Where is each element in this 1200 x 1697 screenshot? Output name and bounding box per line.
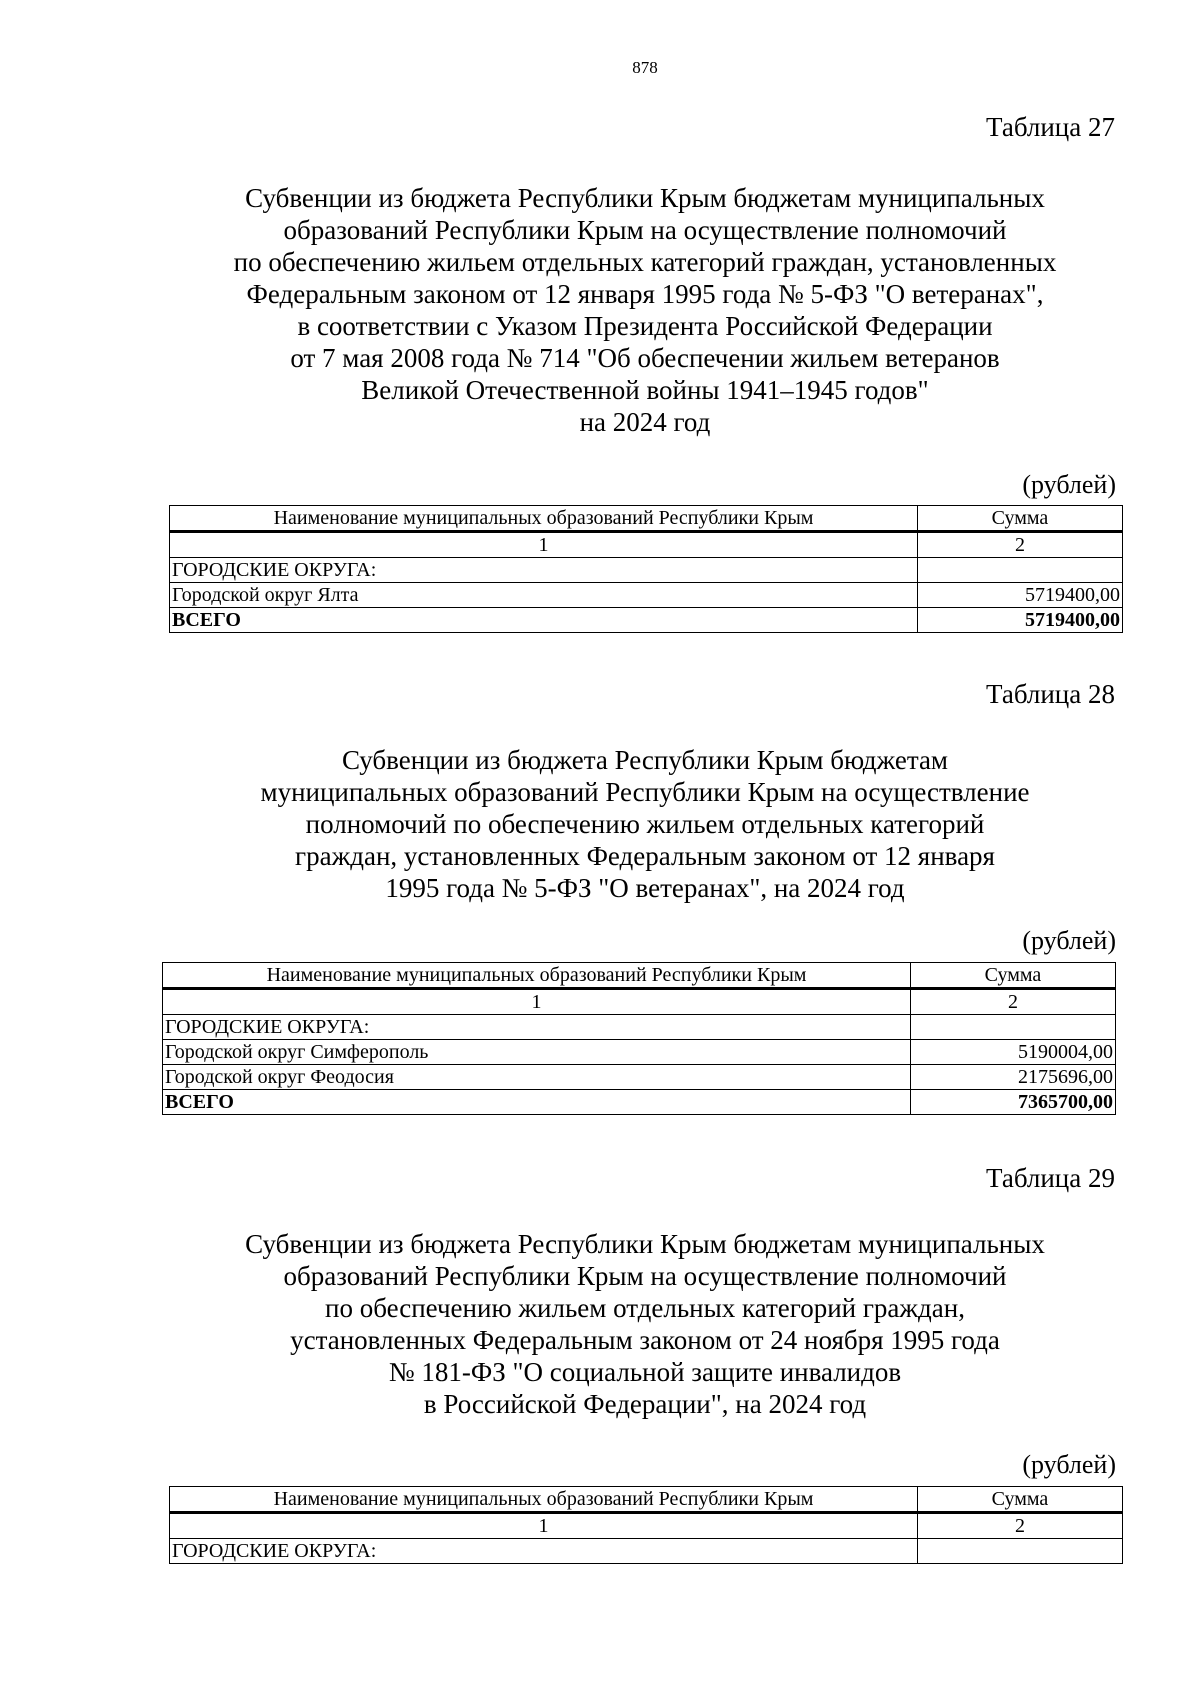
table-28-label: Таблица 28 xyxy=(986,679,1115,709)
table-row xyxy=(163,1065,1116,1090)
table-29-units: (рублей) xyxy=(1022,1450,1116,1479)
table-28 xyxy=(162,962,1116,1115)
title-line: по обеспечению жильем отдельных категорий граждан, xyxy=(325,1293,965,1323)
column-number: 1 xyxy=(170,1513,918,1539)
title-line: полномочий по обеспечению жильем отдельных категорий xyxy=(305,809,985,839)
title-line: 1995 года № 5-ФЗ "О ветеранах", на 2024 год xyxy=(385,873,905,903)
title-line: от 7 мая 2008 года № 714 "Об обеспечении жильем ветеранов xyxy=(290,343,1000,373)
column-number: 2 xyxy=(918,1513,1123,1539)
column-number: 1 xyxy=(170,532,918,558)
municipality-name: Городской округ Симферополь xyxy=(163,1040,911,1065)
total-label: ВСЕГО xyxy=(170,608,918,633)
empty-cell xyxy=(911,1015,1116,1040)
column-header-amount: Сумма xyxy=(918,1487,1123,1513)
section-row xyxy=(170,1539,1123,1564)
total-row xyxy=(170,608,1123,633)
table-28-title xyxy=(0,744,1200,904)
section-row xyxy=(163,1015,1116,1040)
section-label: ГОРОДСКИЕ ОКРУГА: xyxy=(163,1015,911,1040)
empty-cell xyxy=(918,1539,1123,1564)
column-header-amount: Сумма xyxy=(918,506,1123,532)
title-line: муниципальных образований Республики Крым на осуществление xyxy=(260,777,1030,807)
column-number: 1 xyxy=(163,989,911,1015)
title-line: Субвенции из бюджета Республики Крым бюджетам xyxy=(341,745,949,775)
column-header-name: Наименование муниципальных образований Республики Крым xyxy=(170,1487,918,1513)
table-27-label: Таблица 27 xyxy=(986,112,1115,142)
section-row xyxy=(170,558,1123,583)
table-header-row xyxy=(163,963,1116,989)
table-29-title xyxy=(0,1228,1200,1420)
column-header-amount: Сумма xyxy=(911,963,1116,989)
title-line: по обеспечению жильем отдельных категорий граждан, установленных xyxy=(233,247,1057,277)
title-line: Субвенции из бюджета Республики Крым бюджетам муниципальных xyxy=(245,1229,1045,1259)
total-amount: 5719400,00 xyxy=(918,608,1123,633)
column-number-row xyxy=(163,989,1116,1015)
title-line: Великой Отечественной войны 1941–1945 годов" xyxy=(361,375,929,405)
total-row xyxy=(163,1090,1116,1115)
table-header-row xyxy=(170,1487,1123,1513)
title-line: образований Республики Крым на осуществление полномочий xyxy=(283,215,1007,245)
table-27-title xyxy=(0,182,1200,438)
column-number: 2 xyxy=(918,532,1123,558)
amount: 5190004,00 xyxy=(911,1040,1116,1065)
column-header-name: Наименование муниципальных образований Республики Крым xyxy=(163,963,911,989)
title-line: установленных Федеральным законом от 24 ноября 1995 года xyxy=(290,1325,1000,1355)
table-27 xyxy=(169,505,1123,633)
column-header-name: Наименование муниципальных образований Республики Крым xyxy=(170,506,918,532)
column-number-row xyxy=(170,532,1123,558)
section-label: ГОРОДСКИЕ ОКРУГА: xyxy=(170,1539,918,1564)
total-label: ВСЕГО xyxy=(163,1090,911,1115)
municipality-name: Городской округ Феодосия xyxy=(163,1065,911,1090)
amount: 2175696,00 xyxy=(911,1065,1116,1090)
table-row xyxy=(170,583,1123,608)
total-amount: 7365700,00 xyxy=(911,1090,1116,1115)
amount: 5719400,00 xyxy=(918,583,1123,608)
table-29 xyxy=(169,1486,1123,1564)
municipality-name: Городской округ Ялта xyxy=(170,583,918,608)
table-row xyxy=(163,1040,1116,1065)
title-line: образований Республики Крым на осуществление полномочий xyxy=(283,1261,1007,1291)
title-line: на 2024 год xyxy=(579,407,711,437)
title-line: в Российской Федерации", на 2024 год xyxy=(423,1389,867,1419)
title-line: № 181-ФЗ "О социальной защите инвалидов xyxy=(388,1357,902,1387)
title-line: граждан, установленных Федеральным законом от 12 января xyxy=(295,841,995,871)
column-number: 2 xyxy=(911,989,1116,1015)
title-line: в соответствии с Указом Президента Российской Федерации xyxy=(297,311,993,341)
title-line: Федеральным законом от 12 января 1995 года № 5-ФЗ "О ветеранах", xyxy=(246,279,1044,309)
table-28-units: (рублей) xyxy=(1022,926,1116,955)
page-number: 878 xyxy=(632,58,658,77)
table-27-units: (рублей) xyxy=(1022,470,1116,499)
section-label: ГОРОДСКИЕ ОКРУГА: xyxy=(170,558,918,583)
empty-cell xyxy=(918,558,1123,583)
table-header-row xyxy=(170,506,1123,532)
column-number-row xyxy=(170,1513,1123,1539)
title-line: Субвенции из бюджета Республики Крым бюджетам муниципальных xyxy=(245,183,1045,213)
table-29-label: Таблица 29 xyxy=(986,1163,1115,1193)
